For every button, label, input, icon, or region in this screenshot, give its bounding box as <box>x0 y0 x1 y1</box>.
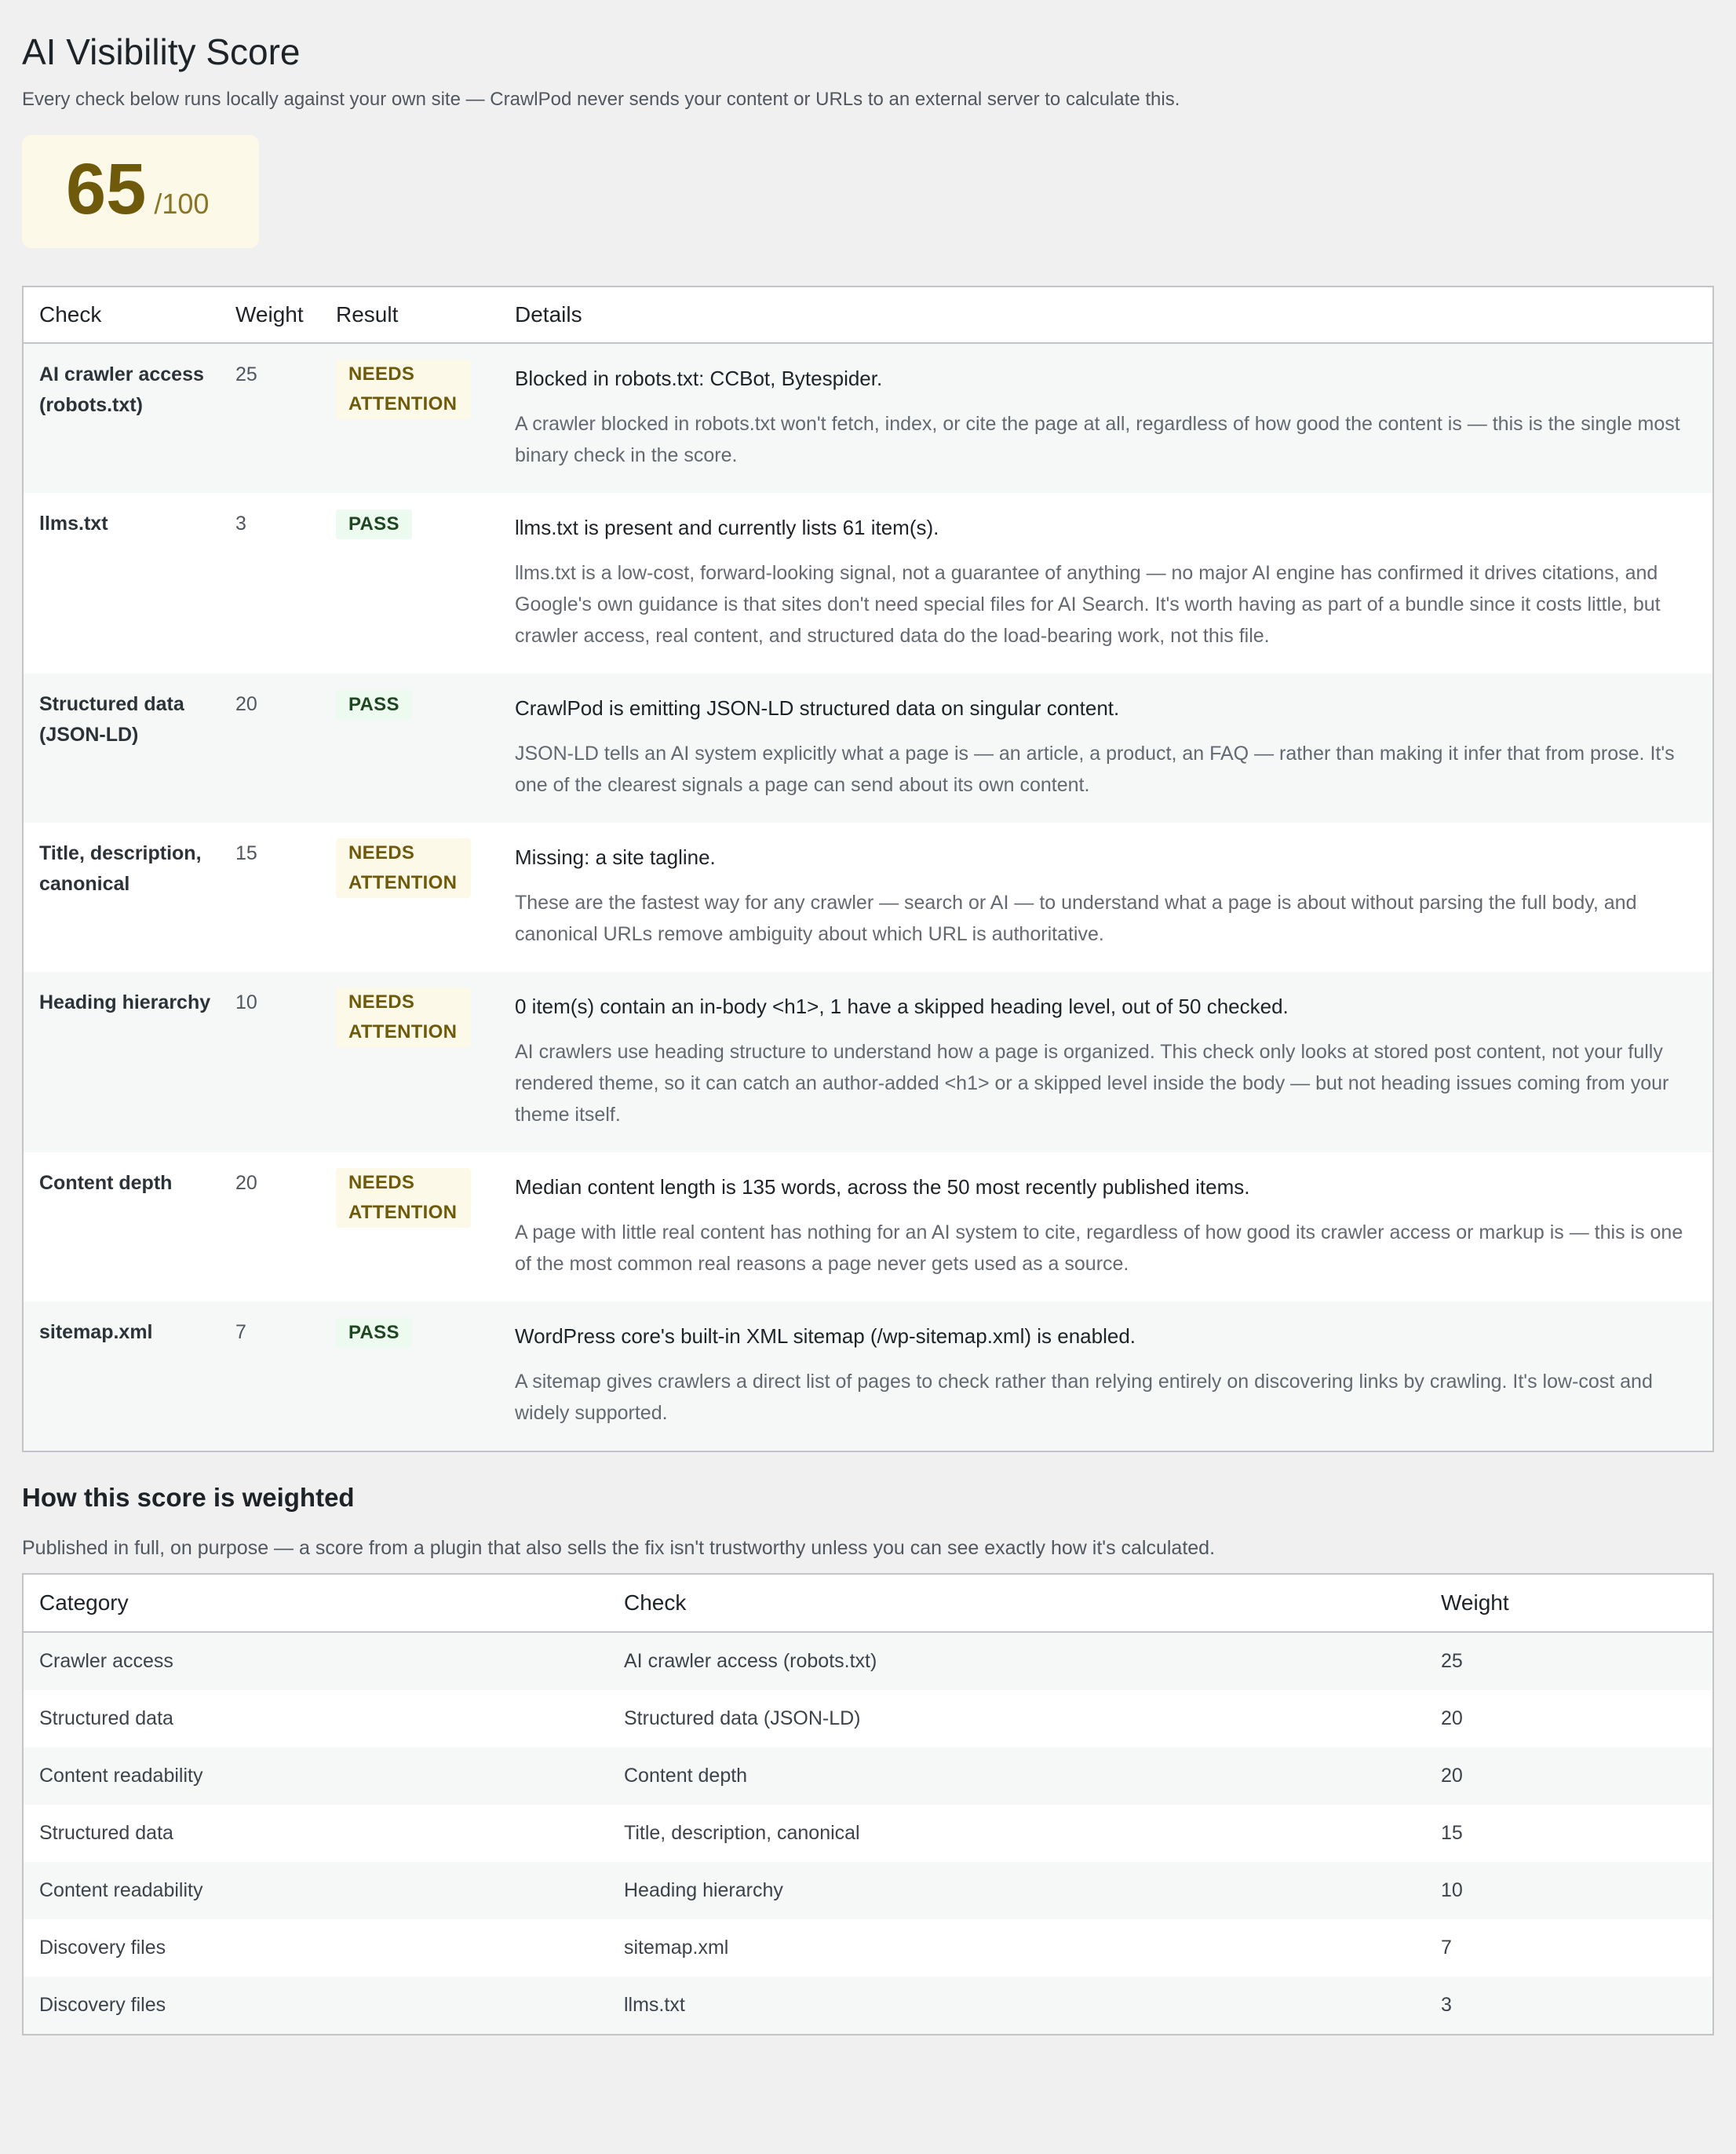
check-name: AI crawler access (robots.txt) <box>23 343 220 493</box>
weight-row <box>23 1977 1713 2035</box>
page-intro: Every check below runs locally against your own site — CrawlPod never sends your content or URLs to an external server to calculate this. <box>22 89 1180 110</box>
status-badge: PASS <box>336 1318 412 1348</box>
weight-check: Structured data (JSON-LD) <box>608 1690 1425 1747</box>
check-name: Heading hierarchy <box>23 972 220 1152</box>
details-cell <box>499 972 1713 1152</box>
weight-row <box>23 1632 1713 1690</box>
check-detail: llms.txt is present and currently lists 61 item(s). <box>515 516 939 539</box>
column-header-details: Details <box>499 287 1713 343</box>
check-name: Title, description, canonical <box>23 823 220 972</box>
weight-row <box>23 1919 1713 1977</box>
check-name: llms.txt <box>23 493 220 674</box>
result-cell <box>320 674 499 823</box>
status-badge: NEEDS ATTENTION <box>336 988 471 1047</box>
result-cell <box>320 823 499 972</box>
weight-category: Crawler access <box>23 1632 608 1690</box>
check-weight: 15 <box>220 823 320 972</box>
page-title: AI Visibility Score <box>22 31 301 72</box>
weight-check: sitemap.xml <box>608 1919 1425 1977</box>
weight-value: 15 <box>1425 1805 1713 1862</box>
result-cell <box>320 1152 499 1302</box>
details-cell <box>499 1152 1713 1302</box>
check-weight: 25 <box>220 343 320 493</box>
weight-check: Title, description, canonical <box>608 1805 1425 1862</box>
check-detail: WordPress core's built-in XML sitemap (/wp-sitemap.xml) is enabled. <box>515 1324 1136 1348</box>
check-explanation: JSON-LD tells an AI system explicitly what a page is — an article, a product, an FAQ — rather than making it infer that from prose. It's one of the clearest signals a page can send about its own content. <box>515 743 1675 796</box>
checks-table <box>22 286 1714 1452</box>
details-cell <box>499 493 1713 674</box>
check-explanation: A crawler blocked in robots.txt won't fetch, index, or cite the page at all, regardless of how good the content is — this is the single most binary check in the score. <box>515 413 1680 466</box>
page-content <box>22 0 1714 2035</box>
check-detail: Median content length is 135 words, across the 50 most recently published items. <box>515 1175 1250 1199</box>
checks-table-header <box>23 287 1713 343</box>
weighting-title: How this score is weighted <box>22 1483 355 1512</box>
status-badge: PASS <box>336 690 412 720</box>
check-name: Content depth <box>23 1152 220 1302</box>
weight-category: Structured data <box>23 1805 608 1862</box>
check-weight: 3 <box>220 493 320 674</box>
check-detail: Blocked in robots.txt: CCBot, Bytespider. <box>515 367 883 390</box>
weight-check: Content depth <box>608 1747 1425 1805</box>
check-explanation: llms.txt is a low-cost, forward-looking signal, not a guarantee of anything — no major AI engine has confirmed it drives citations, and Google's own guidance is that sites don't need special files for AI Search. It's worth having as part of a bundle since it costs little, but crawler access, real content, and structured data do the load-bearing work, not this file. <box>515 562 1661 647</box>
weight-row <box>23 1747 1713 1805</box>
status-badge: NEEDS ATTENTION <box>336 1168 471 1228</box>
check-row <box>23 343 1713 493</box>
weight-value: 20 <box>1425 1747 1713 1805</box>
check-row <box>23 674 1713 823</box>
check-explanation: A sitemap gives crawlers a direct list of pages to check rather than relying entirely on discovering links by crawling. It's low-cost and widely supported. <box>515 1371 1653 1424</box>
check-row <box>23 1302 1713 1451</box>
score-value: 65 <box>66 149 147 229</box>
check-name: Structured data (JSON-LD) <box>23 674 220 823</box>
check-row <box>23 972 1713 1152</box>
check-weight: 20 <box>220 674 320 823</box>
check-name: sitemap.xml <box>23 1302 220 1451</box>
status-badge: NEEDS ATTENTION <box>336 360 471 419</box>
result-cell <box>320 493 499 674</box>
weighting-description: Published in full, on purpose — a score from a plugin that also sells the fix isn't trustworthy unless you can see exactly how it's calculated. <box>22 1537 1216 1559</box>
weight-value: 3 <box>1425 1977 1713 2035</box>
weight-category: Structured data <box>23 1690 608 1747</box>
score-max: /100 <box>154 188 210 220</box>
column-header-weight: Weight <box>1425 1574 1713 1632</box>
column-header-result: Result <box>320 287 499 343</box>
check-row <box>23 1152 1713 1302</box>
column-header-weight: Weight <box>220 287 320 343</box>
weight-category: Discovery files <box>23 1977 608 2035</box>
status-badge: PASS <box>336 509 412 539</box>
check-weight: 20 <box>220 1152 320 1302</box>
weight-category: Discovery files <box>23 1919 608 1977</box>
details-cell <box>499 1302 1713 1451</box>
weight-category: Content readability <box>23 1862 608 1919</box>
check-row <box>23 493 1713 674</box>
result-cell <box>320 972 499 1152</box>
weight-row <box>23 1690 1713 1747</box>
details-cell <box>499 343 1713 493</box>
check-weight: 7 <box>220 1302 320 1451</box>
check-weight: 10 <box>220 972 320 1152</box>
status-badge: NEEDS ATTENTION <box>336 838 471 898</box>
weights-table <box>22 1573 1714 2035</box>
score-card <box>22 135 259 248</box>
check-detail: CrawlPod is emitting JSON-LD structured data on singular content. <box>515 696 1120 720</box>
weight-value: 20 <box>1425 1690 1713 1747</box>
check-explanation: These are the fastest way for any crawler — search or AI — to understand what a page is about without parsing the full body, and canonical URLs remove ambiguity about which URL is authoritative. <box>515 892 1637 945</box>
column-header-category: Category <box>23 1574 608 1632</box>
weight-check: Heading hierarchy <box>608 1862 1425 1919</box>
weight-row <box>23 1805 1713 1862</box>
weight-check: AI crawler access (robots.txt) <box>608 1632 1425 1690</box>
column-header-check: Check <box>608 1574 1425 1632</box>
result-cell <box>320 1302 499 1451</box>
weight-value: 7 <box>1425 1919 1713 1977</box>
check-detail: 0 item(s) contain an in-body <h1>, 1 have a skipped heading level, out of 50 checked. <box>515 995 1289 1018</box>
check-explanation: AI crawlers use heading structure to understand how a page is organized. This check only looks at stored post content, not your fully rendered theme, so it can catch an author-added <h1> or a skipped level inside the body — but not heading issues coming from your theme itself. <box>515 1041 1669 1126</box>
details-cell <box>499 823 1713 972</box>
weight-category: Content readability <box>23 1747 608 1805</box>
weight-row <box>23 1862 1713 1919</box>
details-cell <box>499 674 1713 823</box>
weights-table-header <box>23 1574 1713 1632</box>
weight-value: 10 <box>1425 1862 1713 1919</box>
weight-value: 25 <box>1425 1632 1713 1690</box>
check-detail: Missing: a site tagline. <box>515 845 716 869</box>
result-cell <box>320 343 499 493</box>
check-explanation: A page with little real content has nothing for an AI system to cite, regardless of how good its crawler access or markup is — this is one of the most common real reasons a page never gets used as a source. <box>515 1221 1683 1275</box>
column-header-check: Check <box>23 287 220 343</box>
check-row <box>23 823 1713 972</box>
weight-check: llms.txt <box>608 1977 1425 2035</box>
